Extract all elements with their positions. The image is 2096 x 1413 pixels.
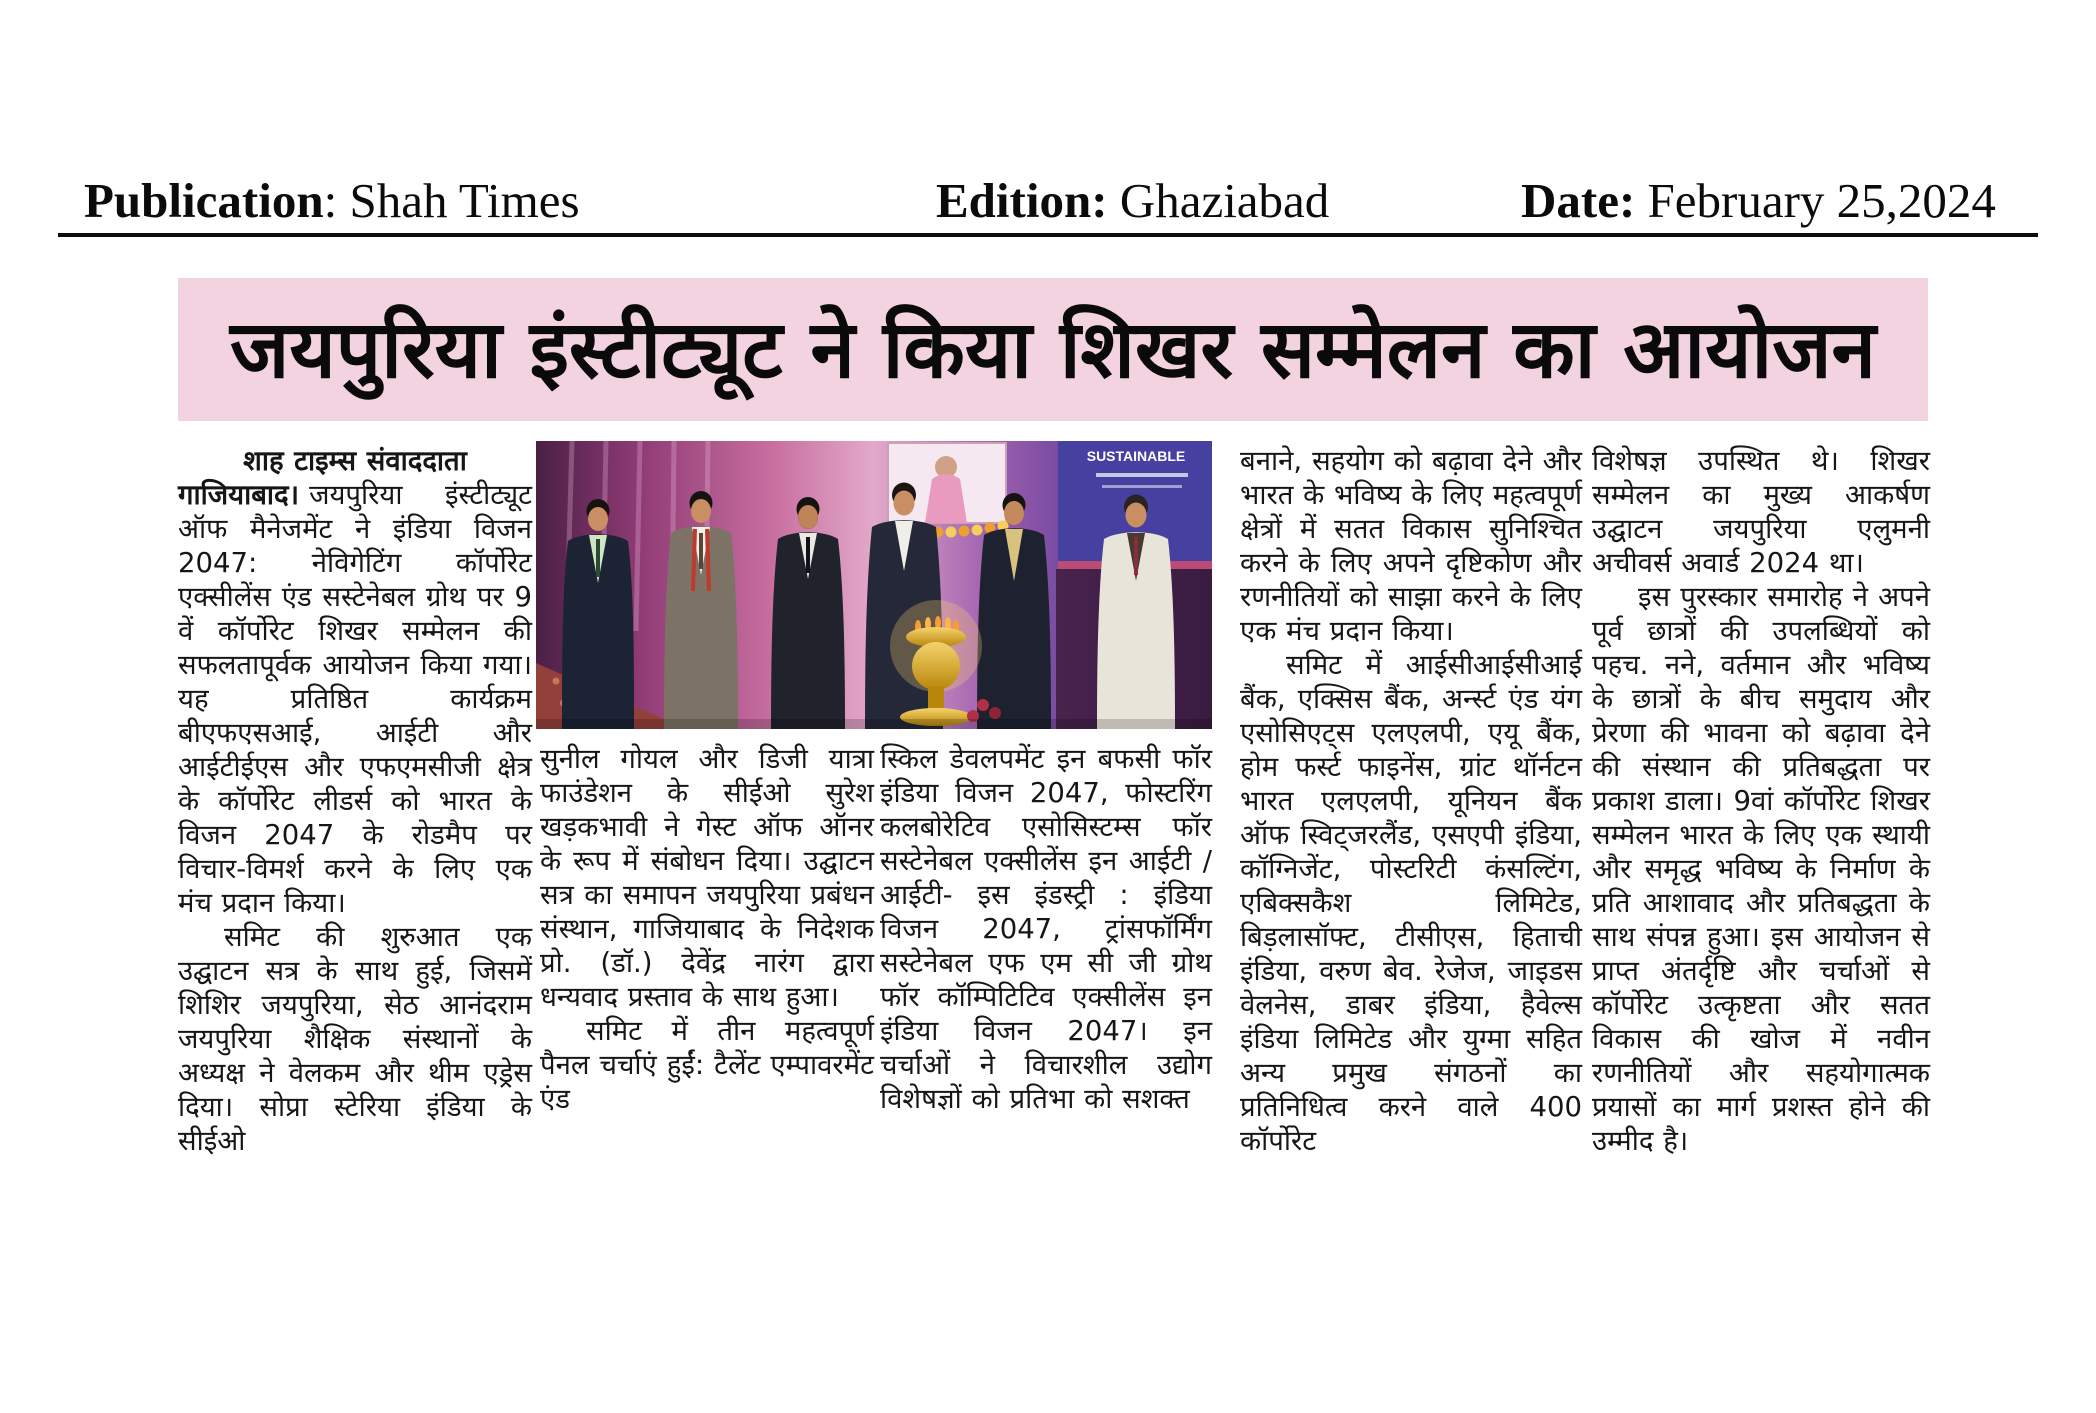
article-paragraph: समिट की शुरुआत एक उद्घाटन सत्र के साथ हुई, जिसमें शिशिर जयपुरिया, सेठ आनंदराम जयपुरिया शैक्षिक संस्थानों के अध्यक्ष ने वेलकम और थीम एड्रेस दिया। सोप्रा स्टेरिया इंडिया के सीईओ	[178, 921, 532, 1157]
event-photo	[536, 441, 1212, 729]
date-label: Date:	[1521, 173, 1636, 228]
article-paragraph: सुनील गोयल और डिजी यात्रा फाउंडेशन के सीईओ सुरेश खड़कभावी ने गेस्ट ऑफ ऑनर के रूप में संबोधन दिया। उद्घाटन सत्र का समापन जयपुरिया प्रबंधन संस्थान, गाजियाबाद के निदेशक प्रो. (डॉ.) देवेंद्र नारंग द्वारा धन्यवाद प्रस्ताव के साथ हुआ।	[540, 743, 874, 1013]
sustainable-banner-text: SUSTAINABLE	[1086, 448, 1186, 464]
article-paragraph: इस पुरस्कार समारोह ने अपने पूर्व छात्रों की उपलब्धियों को पहच. नने, वर्तमान और भविष्य के छात्रों के बीच समुदाय और प्रेरणा की भावना को बढ़ावा देने की संस्थान की प्रतिबद्धता पर प्रकाश डाला। 9वां कॉर्पोरेट शिखर सम्मेलन भारत के लिए एक स्थायी और समृद्ध भविष्य के निर्माण के प्रति आशावाद और प्रतिबद्धता के साथ संपन्न हुआ। इस आयोजन से प्राप्त अंतर्दृष्टि और चर्चाओं से कॉर्पोरेट उत्कृष्टता और सतत विकास की खोज में नवीन रणनीतियों और सहयोगात्मक प्रयासों का मार्ग प्रशस्त होने की उम्मीद है।	[1592, 581, 1930, 1157]
article-column-3	[880, 742, 1212, 1115]
article-paragraph: स्किल डेवलपमेंट इन बफसी फॉर इंडिया विजन 2047, फोस्टरिंग कलबोरेटिव एसोसिस्टम्स फॉर सस्टेनेबल एक्सीलेंस इन आईटी / आईटी- इस इंडस्ट्री : इंडिया विजन 2047, ट्रांसफॉर्मिंग सस्टेनेबल एफ एम सी जी ग्रोथ फॉर कॉम्पिटिटिव एक्सीलेंस इन इंडिया विजन 2047। इन चर्चाओं ने विचारशील उद्योग विशेषज्ञों को प्रतिभा को सशक्त	[880, 743, 1212, 1115]
date-field	[1521, 172, 1996, 229]
publication-field	[84, 172, 580, 229]
article-paragraph: समिट में तीन महत्वपूर्ण पैनल चर्चाएं हुईं: टैलेंट एम्पावरमेंट एंड	[540, 1015, 874, 1115]
edition-field	[936, 172, 1329, 229]
headline-text: जयपुरिया इंस्टीट्यूट ने किया शिखर सम्मेलन का आयोजन	[230, 302, 1876, 396]
article-paragraph: समिट में आईसीआईसीआई बैंक, एक्सिस बैंक, अर्न्स्ट एंड यंग एसोसिएट्स एलएलपी, एयू बैंक, होम फर्स्ट फाइनेंस, ग्रांट थॉर्नटन भारत एलएलपी, यूनियन बैंक ऑफ स्विट्जरलैंड, एसएपी इंडिया, कॉग्निजेंट, पोस्टरिटी कंसल्टिंग, एबिक्सकैश लिमिटेड, बिड़लासॉफ्ट, टीसीएस, हिताची इंडिया, वरुण बेव. रेजेज, जाइडस वेलनेस, डाबर इंडिया, हैवेल्स इंडिया लिमिटेड और युग्मा सहित अन्य प्रमुख संगठनों का प्रतिनिधित्व करने वाले 400 कॉर्पोरेट	[1240, 649, 1582, 1157]
date-value: February 25,2024	[1635, 173, 1996, 228]
publication-label: Publication	[84, 173, 324, 228]
event-photo-graphic	[536, 441, 1212, 729]
edition-label: Edition:	[936, 173, 1108, 228]
paragraph-text: जयपुरिया इंस्टीट्यूट ऑफ मैनेजमेंट ने इंडिया विजन 2047: नेविगेटिंग कॉर्पोरेट एक्सीलेंस एंड सस्टेनेबल ग्रोथ पर 9 वें कॉर्पोरेट शिखर सम्मेलन की सफलतापूर्वक आयोजन किया गया। यह प्रतिष्ठित कार्यक्रम बीएफएसआई, आईटी और आईटीईएस और एफएमसीजी क्षेत्र के कॉर्पोरेट लीडर्स को भारत के विजन 2047 के रोडमैप पर विचार-विमर्श करने के लिए एक मंच प्रदान किया।	[178, 479, 532, 919]
publication-value: : Shah Times	[323, 173, 580, 228]
dateline: गाजियाबाद।	[178, 479, 300, 511]
headline-banner	[178, 278, 1928, 421]
header-divider-rule	[58, 233, 2038, 237]
article-paragraph: बनाने, सहयोग को बढ़ावा देने और भारत के भविष्य के लिए महत्वपूर्ण क्षेत्रों में सतत विकास सुनिश्चित करने के लिए अपने दृष्टिकोण और रणनीतियों को साझा करने के लिए एक मंच प्रदान किया।	[1240, 445, 1582, 647]
edition-value: Ghaziabad	[1107, 173, 1330, 228]
article-column-1	[178, 444, 532, 1157]
byline: शाह टाइम्स संवाददाता	[243, 445, 467, 477]
article-column-2	[540, 742, 874, 1115]
clipping-meta-header	[84, 172, 2036, 232]
floor-shadow	[536, 719, 1212, 729]
article-column-5	[1592, 444, 1930, 1157]
article-paragraph: विशेषज्ञ उपस्थित थे। शिखर सम्मेलन का मुख्य आकर्षण उद्घाटन जयपुरिया एलुमनी अचीवर्स अवार्ड 2024 था।	[1592, 445, 1930, 579]
article-column-4	[1240, 444, 1582, 1157]
article-paragraph	[178, 478, 532, 920]
